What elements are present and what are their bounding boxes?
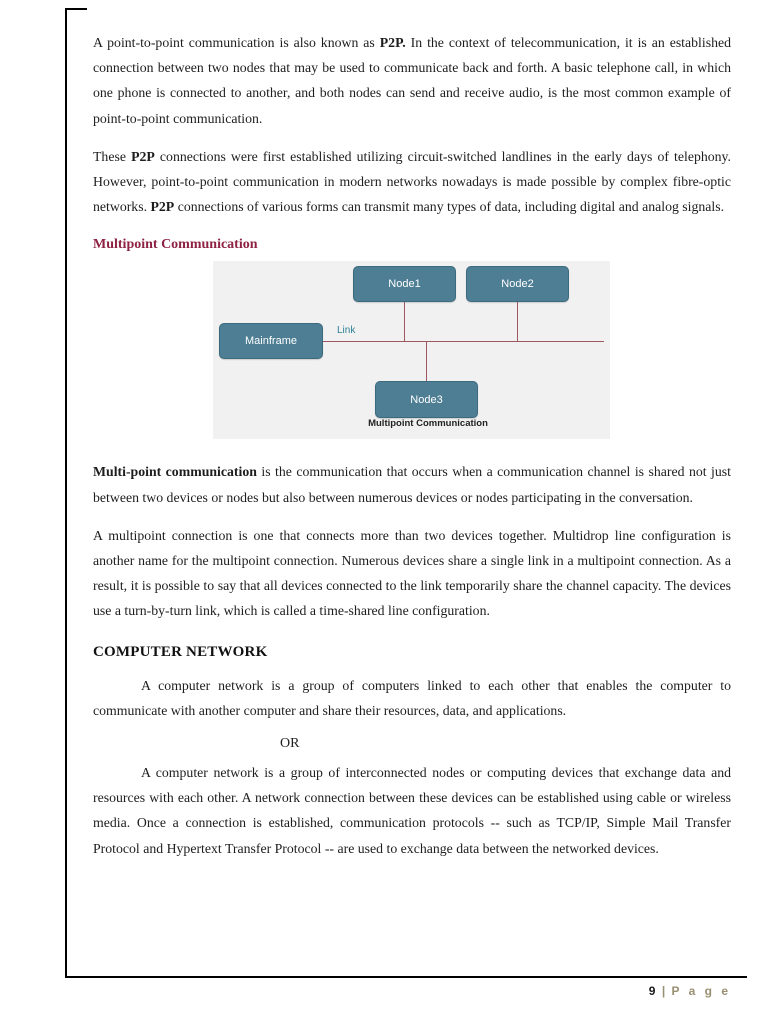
diagram-mainframe-label: Mainframe [245, 335, 297, 348]
multipoint-diagram [213, 261, 610, 439]
paragraph-multipoint-detail: A multipoint connection is one that connects more than two devices together. Multidrop line configuration is another name for the multipoint connection. Numerous devices share a single link in a multipoint connection. As a result, it is possible to say that all devices connected to the link temporarily share the channel capacity. The devices use a turn-by-turn link, which is called a time-shared line configuration. [93, 527, 731, 619]
heading-multipoint-communication: Multipoint Communication [93, 237, 258, 253]
diagram-link-label: Link [337, 325, 356, 337]
diagram-mainframe-box [219, 323, 323, 359]
diagram-node1-box [353, 266, 456, 302]
page-border-left [65, 8, 67, 977]
page-number-separator: | [661, 984, 666, 998]
heading-computer-network: COMPUTER NETWORK [93, 643, 268, 660]
diagram-node3-box [375, 381, 478, 418]
paragraph-p2p-definition: A point-to-point communication is also known as P2P. In the context of telecommunication, it is an established connection between two nodes that may be used to communicate back and forth. A basic telephone call, in which one phone is connected to another, and both nodes can send and receive audio, is the most common example of point-to-point communication. [93, 35, 731, 126]
diagram-caption: Multipoint Communication [368, 418, 488, 430]
paragraph-network-definition-1: A computer network is a group of computers linked to each other that enables the computer to communicate with another computer and share their resources, data, and applications. [93, 677, 731, 718]
page-number: 9 [648, 984, 656, 998]
diagram-node3-label: Node3 [410, 393, 443, 406]
page-label: P a g e [671, 984, 731, 998]
page-footer [649, 984, 731, 998]
document-body [93, 30, 731, 874]
diagram-node3-connector [426, 341, 427, 381]
diagram-bus-line [323, 341, 604, 342]
or-separator: OR [280, 736, 300, 752]
paragraph-p2p-history: These P2P connections were first established utilizing circuit-switched landlines in the early days of telephony. However, point-to-point communication in modern networks nowadays is made possible by complex fibre-optic networks. P2P connections of various forms can transmit many types of data, including digital and analog signals. [93, 148, 731, 215]
diagram-node1-label: Node1 [388, 278, 421, 291]
diagram-node2-label: Node2 [501, 278, 534, 291]
paragraph-network-definition-2: A computer network is a group of interconnected nodes or computing devices that exchange data and resources with each other. A network connection between these devices can be established using cable or wireless media. Once a connection is established, communication protocols -- such as TCP/IP, Simple Mail Transfer Protocol and Hypertext Transfer Protocol -- are used to exchange data between the networked devices. [93, 765, 731, 856]
diagram-node1-connector [404, 302, 405, 341]
diagram-node2-connector [517, 302, 518, 341]
page-border-bottom [65, 976, 747, 978]
diagram-node2-box [466, 266, 569, 302]
paragraph-multipoint-definition: Multi-point communication is the communication that occurs when a communication channel is shared not just between two devices or nodes but also between numerous devices or nodes participating in the conversation. [93, 464, 731, 505]
page-border-top-stub [65, 8, 87, 10]
